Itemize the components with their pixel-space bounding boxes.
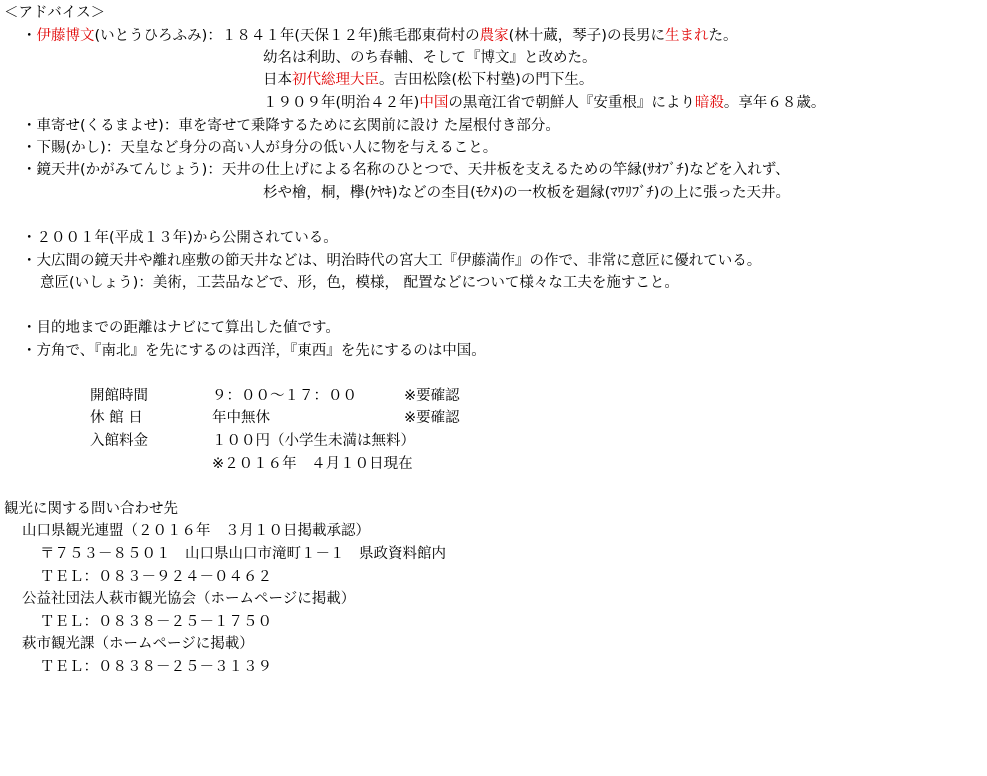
- advice-ito-text: 日本: [263, 72, 292, 88]
- note-opened: ・２００１年(平成１３年)から公開されている。: [22, 230, 338, 246]
- page-title: ＜アドバイス＞: [4, 5, 106, 21]
- advice-ito-text: た。: [708, 28, 738, 44]
- note-ceiling: ・大広間の鏡天井や離れ座敷の節天井などは、明治時代の宮大工『伊藤満作』の作で、非常に意匠に優れている。: [22, 253, 762, 269]
- advice-ito-line2: 幼名は利助、のち春輔、そして『博文』と改めた。: [263, 50, 597, 66]
- info-hours-value: ９：００～１７：００: [212, 388, 357, 404]
- contact-hagi-assoc-name: 公益社団法人萩市観光協会（ホームページに掲載）: [22, 591, 356, 607]
- contact-yamaguchi-address: 〒７５３－８５０１ 山口県山口市滝町１－１ 県政資料館内: [40, 546, 446, 562]
- contact-yamaguchi-name: 山口県観光連盟（２０１６年 ３月１０日掲載承認）: [22, 523, 370, 539]
- bullet-mark: ・: [22, 28, 37, 44]
- advice-ito-text: １９０９年(明治４２年): [263, 95, 420, 111]
- info-hours-note: ※要確認: [404, 388, 460, 404]
- advice-ito-text: の黒竜江省で朝鮮人『安重根』により: [448, 95, 695, 111]
- advice-ito-text: (林十蔵，琴子)の長男に: [508, 28, 665, 44]
- highlight-born: 生まれ: [664, 28, 709, 44]
- contacts-title: 観光に関する問い合わせ先: [4, 501, 178, 517]
- advice-ito-text: 。享年６８歳。: [723, 95, 826, 111]
- info-closed-note: ※要確認: [404, 410, 460, 426]
- info-fee-value: １００円（小学生未満は無料）: [212, 433, 415, 449]
- highlight-china: 中国: [419, 95, 449, 111]
- advice-kurumayose: ・車寄せ(くるまよせ)：車を寄せて乗降するために玄関前に設け た屋根付き部分。: [22, 118, 560, 134]
- contact-hagi-city-name: 萩市観光課（ホームページに掲載）: [22, 636, 254, 652]
- highlight-farmer: 農家: [479, 28, 509, 44]
- advice-kagami-line2: 杉や檜，桐，欅(ｹﾔｷ)などの杢目(ﾓｸﾒ)の一枚板を廻縁(ﾏﾜﾘﾌﾞﾁ)の上に張った天井。: [263, 185, 790, 201]
- contact-hagi-assoc-tel: ＴＥＬ：０８３８－２５－１７５０: [40, 614, 272, 630]
- advice-ito-text: 。吉田松陰(松下村塾)の門下生。: [379, 72, 594, 88]
- advice-kashi: ・下賜(かし)：天皇など身分の高い人が身分の低い人に物を与えること。: [22, 140, 498, 156]
- advice-ito-line1: [22, 26, 737, 46]
- advice-ito-line3: [263, 70, 593, 90]
- advice-kagami-line1: ・鏡天井(かがみてんじょう)：天井の仕上げによる名称のひとつで、天井板を支えるための竿縁(ｻｵﾌﾞﾁ)などを入れず、: [22, 162, 790, 178]
- note-distance: ・目的地までの距離はナビにて算出した値です。: [22, 320, 340, 336]
- person-name: 伊藤博文: [36, 28, 95, 44]
- info-as-of: ※２０１６年 ４月１０日現在: [212, 456, 413, 472]
- info-fee-label: 入館料金: [90, 433, 148, 449]
- advice-ito-line4: [263, 93, 825, 113]
- contact-hagi-city-tel: ＴＥＬ：０８３８－２５－３１３９: [40, 659, 272, 675]
- note-direction: ・方角で、『南北』を先にするのは西洋，『東西』を先にするのは中国。: [22, 343, 486, 359]
- info-closed-value: 年中無休: [212, 410, 270, 426]
- note-isho: 意匠(いしょう)：美術，工芸品などで、形，色，模様， 配置などについて様々な工夫を施すこと。: [40, 275, 679, 291]
- contact-yamaguchi-tel: ＴＥＬ：０８３－９２４－０４６２: [40, 569, 272, 585]
- highlight-prime-minister: 初代総理大臣: [292, 72, 379, 88]
- info-closed-label: 休 館 日: [90, 410, 143, 426]
- advice-ito-text: (いとうひろふみ)：１８４１年(天保１２年)熊毛郡東荷村の: [94, 28, 480, 44]
- highlight-assassinated: 暗殺: [694, 95, 724, 111]
- info-hours-label: 開館時間: [90, 388, 148, 404]
